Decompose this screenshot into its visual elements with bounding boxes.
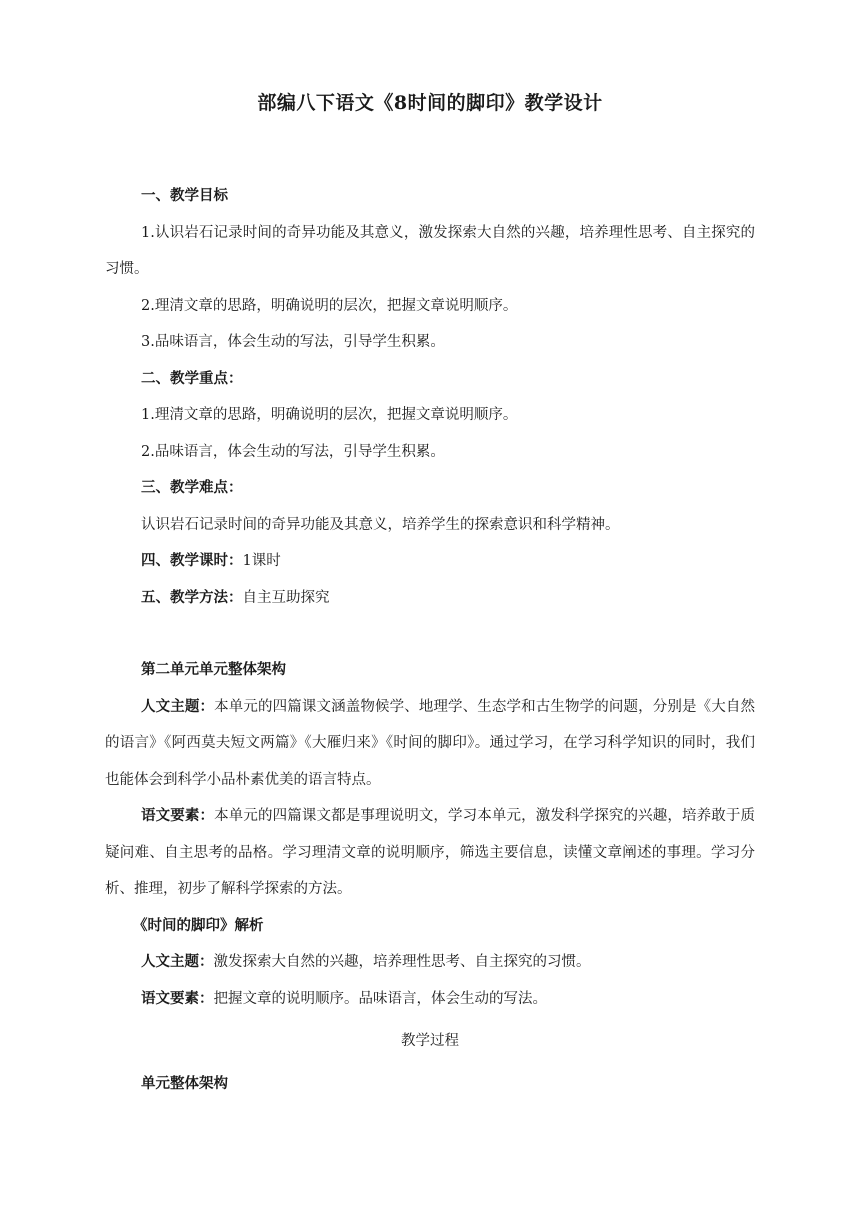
difficulty-text: 认识岩石记录时间的奇异功能及其意义，培养学生的探索意识和科学精神。 (141, 516, 620, 533)
unit-element-paragraph (105, 798, 755, 908)
method-line (105, 580, 755, 617)
goal-item-1: 1.认识岩石记录时间的奇异功能及其意义，激发探索大自然的兴趣，培养理性思考、自主探究的习惯。 (105, 224, 755, 277)
class-hours-value: 1课时 (242, 553, 281, 569)
spacer (105, 616, 755, 652)
document-title: 部编八下语文《8时间的脚印》教学设计 (257, 92, 603, 114)
method-label: 五、教学方法： (141, 588, 243, 606)
document-body (105, 178, 755, 1102)
analysis-heading: 《时间的脚印》解析 (133, 916, 264, 934)
analysis-element-label: 语文要素： (141, 989, 214, 1007)
analysis-theme-label: 人文主题： (141, 953, 214, 970)
unit-element-label: 语文要素： (141, 807, 215, 824)
unit-theme-paragraph (105, 689, 755, 799)
method-value: 自主互助探究 (242, 589, 330, 606)
section-heading-key-points: 二、教学重点： (141, 369, 243, 387)
analysis-element-text: 把握文章的说明顺序。品味语言，体会生动的写法。 (213, 990, 547, 1007)
section-heading-goals: 一、教学目标 (141, 187, 228, 204)
unit-theme-text: 本单元的四篇课文涵盖物候学、地理学、生态学和古生物学的问题，分别是《大自然的语言》《阿西莫夫短文两篇》《大雁归来》《时间的脚印》。通过学习，在学习科学知识的同时，我们也能体会到科学小品朴素优美的语言特点。 (105, 698, 755, 788)
key-point-1: 1.理清文章的思路，明确说明的层次，把握文章说明顺序。 (141, 407, 518, 423)
process-heading: 教学过程 (401, 1033, 459, 1049)
section-heading-difficulties: 三、教学难点： (141, 479, 243, 496)
class-hours-label: 四、教学课时： (141, 552, 243, 569)
goal-item-2: 2.理清文章的思路，明确说明的层次，把握文章说明顺序。 (141, 297, 518, 314)
analysis-theme-paragraph (105, 944, 755, 981)
unit-heading: 第二单元单元整体架构 (141, 661, 286, 678)
goal-item-3: 3.品味语言，体会生动的写法，引导学生积累。 (141, 334, 445, 350)
unit-element-text: 本单元的四篇课文都是事理说明文，学习本单元，激发科学探究的兴趣，培养敢于质疑问难、自主思考的品格。学习理清文章的说明顺序，筛选主要信息，读懂文章阐述的事理。学习分析、推理，初步了解科学探索的方法。 (105, 808, 755, 897)
analysis-theme-text: 激发探索大自然的兴趣，培养理性思考、自主探究的习惯。 (213, 954, 591, 970)
key-point-2: 2.品味语言，体会生动的写法，引导学生积累。 (141, 443, 445, 460)
structure-heading: 单元整体架构 (141, 1074, 228, 1092)
class-hours-line (105, 543, 755, 580)
unit-theme-label: 人文主题： (141, 697, 215, 715)
analysis-element-paragraph (105, 981, 755, 1018)
